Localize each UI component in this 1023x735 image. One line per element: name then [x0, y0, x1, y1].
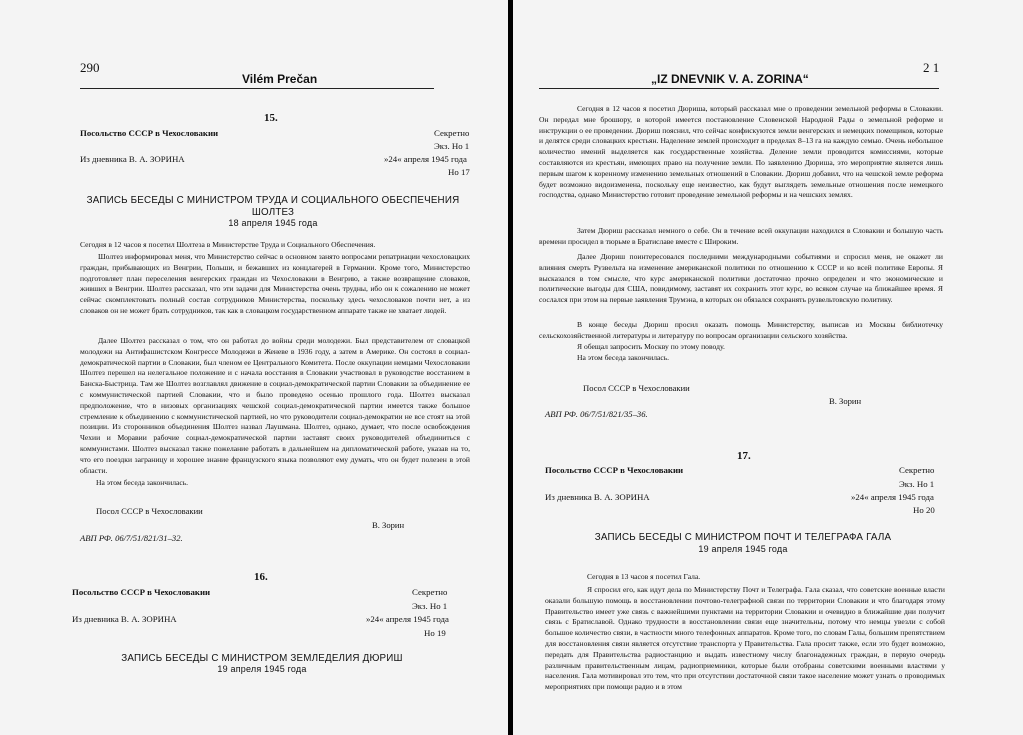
secret-label: Секретно [899, 465, 935, 475]
paragraph: Далее Дюриш поинтересовался последними международными событиями и спросил меня, не окажет ли влияния смерть Рузвельта на изменение американской политики по отношению к СССР и ко всей политике Европы. Я высказался в том смысле, что курс американской политики достаточно прочно определен и что экономические и политические выгоды для США, повидимому, заставят их сохранить этот курс, во всяком случае на ближайшее время. Я сослался при этом на первые заявления Трумэна, в которых он обязался сохранять рузвельтовскую политику. [539, 252, 943, 305]
embassy-label: Посольство СССР в Чехословакии [72, 587, 211, 597]
paragraph: Шолтез информировал меня, что Министерство сейчас в основном занято вопросами репатриации чехословацких граждан, прибывающих из Венгрии, Польши, и бежавших из концлагерей в Германии. Кроме того, Министерство подготовляет план переселения венгерских граждан из Чехословакии в Венгрию, а также возвращение словаков, живших в Венгрии. Шолтез рассказал, что эти задачи для Министерства очень трудны, ибо он к сожалению не может сейчас скомплектовать полный состав сотрудников Министерства, поскольку здесь чехословаков почти нет, а из словаков он не может брать сотрудников, так как в словацком государственном аппарате также не хватает людей. [80, 252, 470, 315]
secret-label: Секретно [434, 128, 470, 138]
archive-reference: АВП РФ. 06/7/51/821/35–36. [545, 409, 648, 419]
signer-name: В. Зорин [372, 520, 405, 530]
copy-label: Экз. Но 1 [899, 479, 935, 489]
paragraph: Затем Дюриш рассказал немного о себе. Он в течение всей оккупации находился в Словакии и большую часть времени просидел в тюрьме в Братиславе вместе с Широким. [539, 226, 943, 246]
doc-date: »24« апреля 1945 года [384, 154, 467, 164]
doc-title: ЗАПИСЬ БЕСЕДЫ С МИНИСТРОМ ТРУДА И СОЦИАЛЬНОГО ОБЕСПЕЧЕНИЯ [86, 195, 460, 206]
paragraph: Далее Шолтез рассказал о том, что он работал до войны среди молодежи. Был представителем от словацкой молодежи на Антифашистском Конгрессе Молодежи в Женеве в 1936 году, а затем в Америке. Он состоял в социал-демократической партии в Словакии, был членом ее Центрального Комитета. После оккупации немцами Чехословакии Шолтез перешел на нелегальное положение и с начала восстания в Словакии участвовал в руководстве восстанием в Банска-Быстрица. Там же Шолтез возглавлял движение в социал-демократической партии Словакии за объединение ее с коммунистической партией Словакии, что и было проведено осенью прошлого года. Шолтез высказал предположение, что в низовых организациях чешской социал-демократической партии имеется также большое стремление к объединению с коммунистической партией, но что руководители социал-демократии не все стоят на этой позиции. Из сторонников объединения Шолтез назвал Лаушмана. Шолтез, однако, думает, что после освобождения Чехии и Моравии рабочие социал-демократической партии заставят своих руководителей объединиться с коммунистами. Шолтез высказал также пожелание работать в дальнейшем на дипломатической работе, указав на то, что его поездки заграницу и хорошее знание французского языка позволяют ему думать, что он будет полезен в этой области. [80, 336, 470, 475]
doc-number: 17. [737, 450, 751, 462]
paragraph: Я обещал запросить Москву по этому поводу. [577, 342, 725, 351]
paragraph: На этом беседа закончилась. [96, 478, 189, 487]
right-page [513, 0, 1023, 735]
copy-label: Экз. Но 1 [412, 601, 448, 611]
doc-number: 15. [264, 112, 278, 124]
running-head-right: „IZ DNEVNIK V. A. ZORINA“ [651, 72, 809, 86]
header-rule-left [80, 88, 434, 89]
archive-reference: АВП РФ. 06/7/51/821/31–32. [80, 533, 183, 543]
diary-label: Из дневника В. А. ЗОРИНА [72, 614, 177, 624]
paragraph: Сегодня в 12 часов я посетил Дюриша, который рассказал мне о проведении земельной реформы в Словакии. Он передал мне брошюру, в которой имеется постановление Словенской Народной Рады о земельной реформе и инструкции о ее проведении. Дюриш пояснил, что сейчас конфискуются земли венгерских и немецких помещиков, которые и делятся среди словацких крестьян. Наделение землей происходит в пределах 8–13 га на каждую семью. Очень небольшое количество имений выделяется как государственные хозяйства. Деление земли проводится комиссиями, которые составляются из крестьян, имеющих право на получение земли. По заявлению Дюриша, это мероприятие является лишь первым шагом к коренному изменению земельных отношений в Словакии. Дюриш добавил, что на чешской земле реформа будет возможно видоизменена, поскольку еще неизвестно, как будут выглядеть земельные отношения после немецкого господства, однако Министерство готовит проведение земельной реформы и на чешских землях. [539, 104, 943, 200]
doc-ref: Но 19 [424, 628, 446, 638]
signer-title: Посол СССР в Чехословакии [583, 383, 690, 393]
page-number-left: 290 [80, 60, 100, 75]
running-head-left: Vilém Prečan [242, 72, 318, 86]
doc-title: ЗАПИСЬ БЕСЕДЫ С МИНИСТРОМ ЗЕМЛЕДЕЛИЯ ДЮРИШ [121, 653, 403, 664]
doc-title-date: 19 апреля 1945 года [698, 544, 788, 554]
left-page [0, 0, 508, 735]
doc-title-date: 19 апреля 1945 года [217, 664, 307, 674]
paragraph: В конце беседы Дюриш просил оказать помощь Министерству, выписав из Москвы библиотечку сельскохозяйственной литературы и литературу по вопросам организации сельского хозяйства. [539, 320, 943, 340]
embassy-label: Посольство СССР в Чехословакии [80, 128, 219, 138]
header-rule-right [539, 88, 939, 89]
doc-title-date: 18 апреля 1945 года [228, 218, 318, 228]
diary-label: Из дневника В. А. ЗОРИНА [545, 492, 650, 502]
secret-label: Секретно [412, 587, 448, 597]
paragraph: Я спросил его, как идут дела по Министерству Почт и Телеграфа. Гала сказал, что советские военные власти оказали большую помощь в восстановлении почтово-телеграфной связи по территории Словакии и что благодаря этому Правительство имеет уже связь с важнейшими пунктами на территории Словакии и очевидно в ближайшие дни получит связь с Братиславой. Однако трудности в восстановлении связи еще значительны, потому что немцы увезли с собой большое количество связи, в частности много телефонных аппаратов. Кроме того, по словам Галы, большим препятствием для восстановления связи является отсутствие транспорта у Правительства. Гала просит также, если это будет возможно, передать для Правительства радиостанцию и выдать известному числу благонадежных граждан, в первую очередь различным правительственным лицам, радиоприемники, которые были отобраны советскими военными властями у населения. Гала мотивировал это тем, что при отсутствии достаточной связи такое население может узнать о проводимых мероприятиях при помощи радио и в этом [545, 585, 945, 692]
doc-date: »24« апреля 1945 года [851, 492, 934, 502]
signer-name: В. Зорин [829, 396, 862, 406]
doc-ref: Но 20 [913, 505, 935, 515]
signer-title: Посол СССР в Чехословакии [96, 506, 203, 516]
embassy-label: Посольство СССР в Чехословакии [545, 465, 684, 475]
paragraph: Сегодня в 12 часов я посетил Шолтеза в Министерстве Труда и Социального Обеспечения. [80, 240, 376, 249]
doc-title: ЗАПИСЬ БЕСЕДЫ С МИНИСТРОМ ПОЧТ И ТЕЛЕГРАФА ГАЛА [594, 532, 892, 543]
doc-ref: Но 17 [448, 167, 470, 177]
doc-number: 16. [254, 571, 268, 583]
paragraph: Сегодня в 13 часов я посетил Гала. [587, 572, 701, 581]
page-number-right: 2 1 [923, 60, 940, 75]
paragraph: На этом беседа закончилась. [577, 353, 670, 362]
doc-title-name: ШОЛТЕЗ [251, 207, 295, 218]
diary-label: Из дневника В. А. ЗОРИНА [80, 154, 185, 164]
copy-label: Экз. Но 1 [434, 141, 470, 151]
doc-date: »24« апреля 1945 года [366, 614, 449, 624]
